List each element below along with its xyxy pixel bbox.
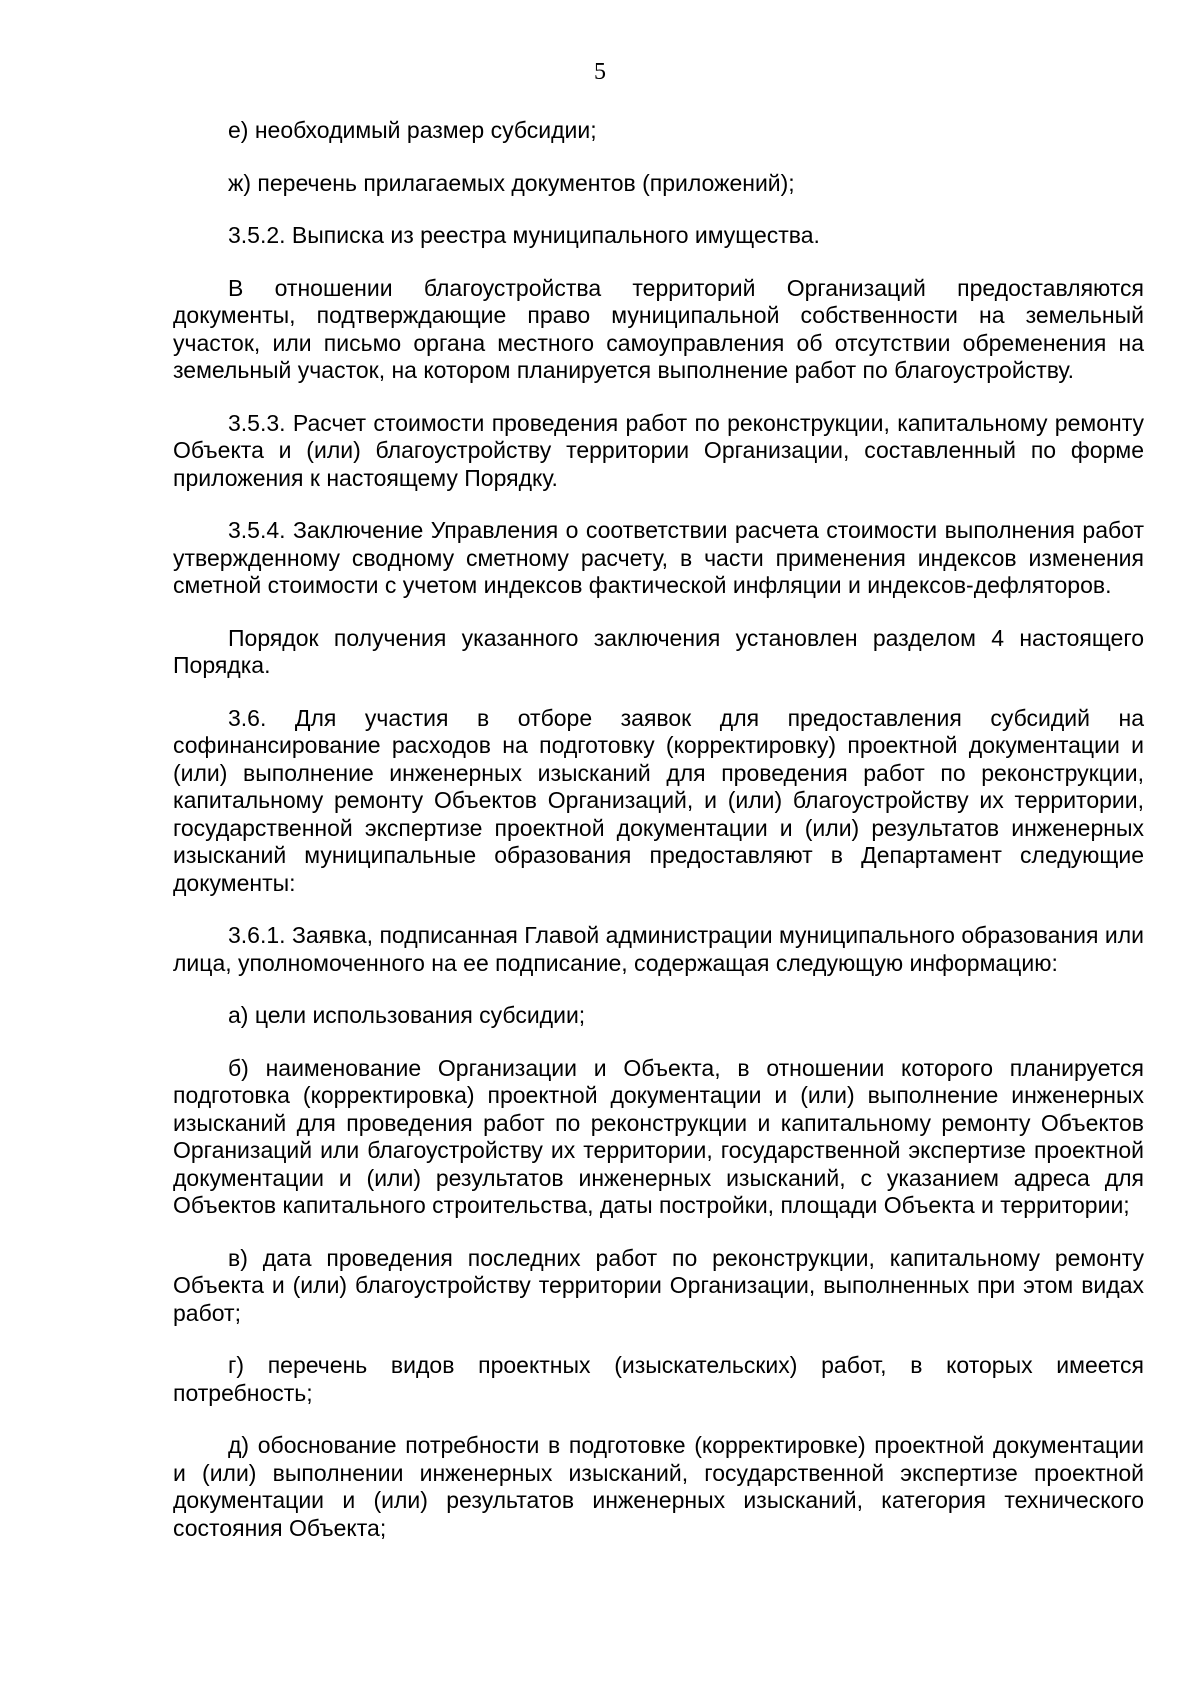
- list-item-d: д) обоснование потребности в подготовке (корректировке) проектной документации и (или) выполнении инженерных изысканий, государственной экспертизе проектной документации и (или) результатов инженерных изысканий, категория технического состояния Объекта;: [173, 1432, 1144, 1541]
- paragraph-landscaping-documents: В отношении благоустройства территорий Организаций предоставляются документы, подтверждающие право муниципальной собственности на земельный участок, или письмо органа местного самоуправления об отсутствии обременения на земельный участок, на котором планируется выполнение работ по благоустройству.: [173, 274, 1144, 383]
- list-item-a: а) цели использования субсидии;: [228, 1002, 586, 1028]
- list-item-v: в) дата проведения последних работ по реконструкции, капитальному ремонту Объекта и (или) благоустройству территории Организации, выполненных при этом видах работ;: [173, 1244, 1144, 1326]
- document-body: [173, 117, 1144, 1567]
- list-item-g: г) перечень видов проектных (изыскательских) работ, в которых имеется потребность;: [173, 1352, 1144, 1406]
- clause-3-5-2: 3.5.2. Выписка из реестра муниципального имущества.: [228, 222, 820, 248]
- paragraph-conclusion-procedure: Порядок получения указанного заключения установлен разделом 4 настоящего Порядка.: [173, 624, 1144, 678]
- page-number: 5: [594, 59, 606, 85]
- clause-3-5-3: 3.5.3. Расчет стоимости проведения работ по реконструкции, капитальному ремонту Объекта и (или) благоустройству территории Организации, составленный по форме приложения к настоящему Порядку.: [173, 409, 1144, 491]
- list-item-b: б) наименование Организации и Объекта, в отношении которого планируется подготовка (корректировка) проектной документации и (или) выполнение инженерных изысканий для проведения работ по реконструкции и капитальному ремонту Объектов Организаций или благоустройству их территории, государственной экспертизе проектной документации и (или) результатов инженерных изысканий, с указанием адреса для Объектов капитального строительства, даты постройки, площади Объекта и территории;: [173, 1054, 1144, 1218]
- clause-3-5-4: 3.5.4. Заключение Управления о соответствии расчета стоимости выполнения работ утвержденному сводному сметному расчету, в части применения индексов изменения сметной стоимости с учетом индексов фактической инфляции и индексов-дефляторов.: [173, 517, 1144, 598]
- list-item-zh: ж) перечень прилагаемых документов (приложений);: [228, 169, 795, 196]
- list-item-e: е) необходимый размер субсидии;: [228, 117, 597, 143]
- clause-3-6: 3.6. Для участия в отборе заявок для предоставления субсидий на софинансирование расходов на подготовку (корректировку) проектной документации и (или) выполнение инженерных изысканий для проведения работ по реконструкции, капитальному ремонту Объектов Организаций, и (или) благоустройству их территории, государственной экспертизе проектной документации и (или) результатов инженерных изысканий муниципальные образования предоставляют в Департамент следующие документы:: [173, 704, 1144, 896]
- clause-3-6-1: 3.6.1. Заявка, подписанная Главой администрации муниципального образования или лица, уполномоченного на ее подписание, содержащая следующую информацию:: [173, 922, 1144, 976]
